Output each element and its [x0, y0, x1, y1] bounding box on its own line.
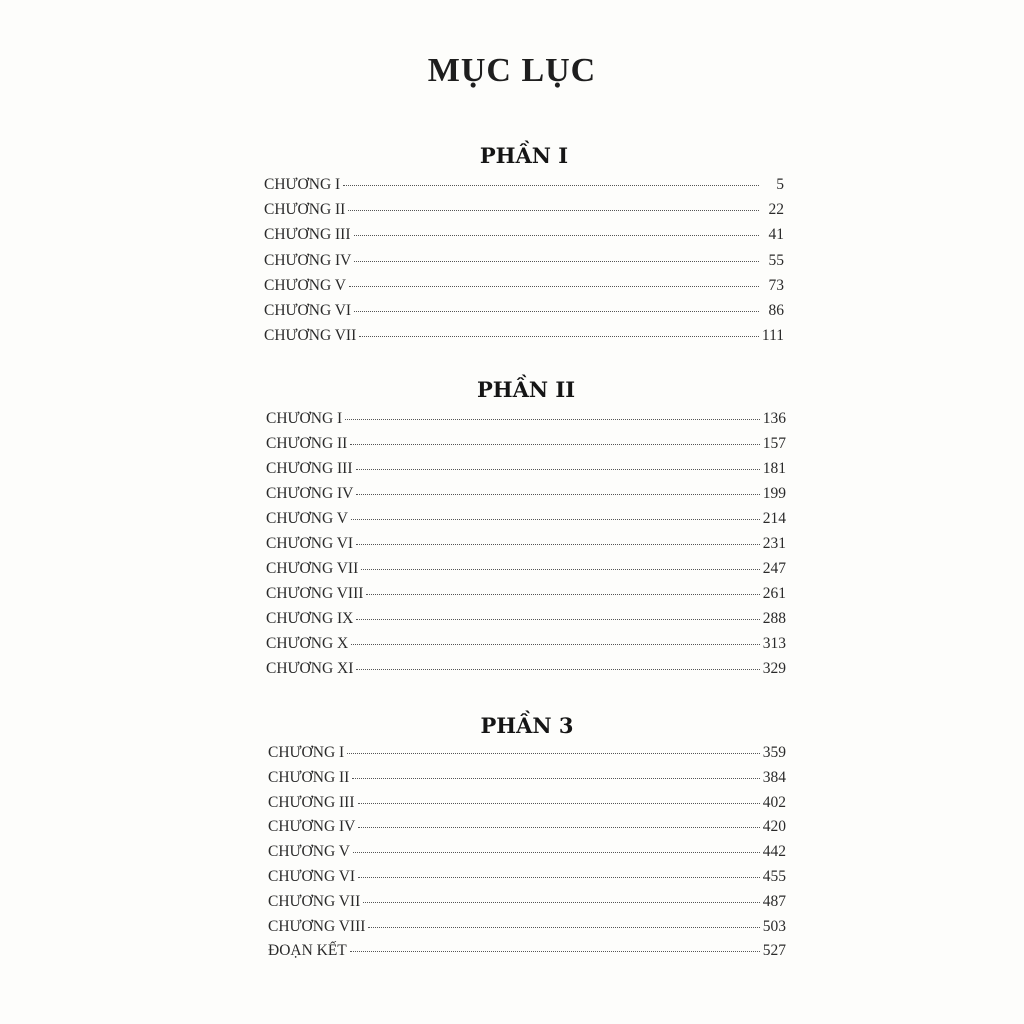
dot-leader [352, 778, 759, 779]
toc-entry-label: CHƯƠNG IV [266, 485, 354, 502]
toc-entry-page-number: 487 [762, 892, 786, 910]
toc-entry-label: CHƯƠNG VIII [268, 917, 366, 935]
dot-leader [343, 185, 759, 186]
toc-entry-page-number: 384 [762, 768, 786, 786]
toc-entry-label: CHƯƠNG V [264, 276, 346, 294]
dot-leader [354, 311, 759, 312]
toc-entry-label: CHƯƠNG X [266, 635, 349, 652]
toc-entry-page-number: 111 [761, 327, 784, 345]
dot-leader [356, 469, 760, 470]
part-heading: PHẦN I [479, 143, 569, 168]
toc-entry-page-number: 41 [768, 226, 784, 244]
toc-entry-page-number: 247 [762, 560, 786, 577]
dot-leader [350, 444, 759, 445]
toc-entry-page-number: 199 [762, 485, 786, 502]
toc-entry [266, 581, 786, 606]
toc-entry-label: CHƯƠNG V [266, 510, 348, 527]
toc-entry-label: CHƯƠNG III [264, 226, 351, 244]
toc-entry-page-number: 503 [762, 917, 786, 935]
toc-entry [266, 431, 786, 456]
toc-entry-label: CHƯƠNG VI [264, 301, 352, 319]
toc-entry-label: CHƯƠNG V [268, 843, 350, 861]
dot-leader [351, 519, 760, 520]
dot-leader [350, 951, 760, 952]
toc-entry-label: CHƯƠNG II [268, 768, 350, 786]
part-3-section [268, 712, 786, 964]
toc-entry [264, 273, 784, 298]
toc-entry [268, 890, 786, 915]
toc-entry-label: CHƯƠNG III [266, 460, 353, 477]
toc-entry-page-number: 329 [762, 660, 786, 677]
dot-leader [356, 544, 760, 545]
toc-entry-page-number: 157 [762, 435, 786, 452]
dot-leader [359, 336, 759, 337]
dot-leader [368, 927, 759, 928]
toc-entry-label: CHƯƠNG VIII [266, 585, 364, 602]
toc-entry-label: CHƯƠNG I [266, 410, 343, 427]
toc-entry [264, 248, 784, 273]
dot-leader [361, 569, 759, 570]
toc-entry-page-number: 402 [762, 793, 786, 811]
toc-entry-label: CHƯƠNG II [264, 201, 346, 219]
toc-entry-label: ĐOẠN KẾT [268, 942, 347, 960]
dot-leader [353, 852, 760, 853]
dot-leader [366, 594, 759, 595]
toc-entry [264, 197, 784, 222]
toc-entry-page-number: 86 [768, 301, 784, 319]
toc-entries [266, 406, 786, 681]
toc-entry-label: CHƯƠNG VII [264, 327, 357, 345]
toc-entry [264, 172, 784, 197]
toc-entry [266, 481, 786, 506]
toc-entry [266, 606, 786, 631]
toc-entry-label: CHƯƠNG IV [268, 818, 356, 836]
toc-entry-label: CHƯƠNG I [264, 176, 341, 193]
toc-entry-label: CHƯƠNG VII [268, 892, 361, 910]
toc-entry-label: CHƯƠNG XI [266, 660, 354, 677]
toc-entry [268, 741, 786, 766]
toc-entry [264, 222, 784, 247]
toc-entry-page-number: 455 [762, 867, 786, 885]
toc-entry-page-number: 313 [762, 635, 786, 652]
toc-entry-label: CHƯƠNG VI [268, 867, 356, 885]
toc-entry [264, 323, 784, 348]
toc-entry-page-number: 288 [762, 610, 786, 627]
toc-entry [268, 766, 786, 791]
toc-entry-page-number: 5 [776, 176, 784, 193]
toc-entry-page-number: 181 [762, 460, 786, 477]
toc-entries [268, 741, 786, 964]
part-2-section [266, 376, 786, 681]
toc-entry-label: CHƯƠNG IX [266, 610, 354, 627]
toc-entry [268, 791, 786, 816]
toc-entry-page-number: 442 [762, 843, 786, 861]
dot-leader [348, 210, 759, 211]
toc-entry-page-number: 22 [768, 201, 784, 219]
dot-leader [356, 669, 759, 670]
dot-leader [351, 644, 760, 645]
toc-entry [266, 406, 786, 431]
toc-entry-page-number: 359 [762, 744, 786, 761]
toc-entry-page-number: 231 [762, 535, 786, 552]
toc-entry [266, 506, 786, 531]
toc-entry-page-number: 55 [768, 251, 784, 269]
dot-leader [349, 286, 759, 287]
toc-entry [266, 656, 786, 681]
dot-leader [363, 902, 759, 903]
dot-leader [358, 827, 759, 828]
toc-entry-page-number: 420 [762, 818, 786, 836]
part-heading: PHẦN 3 [480, 713, 574, 738]
toc-entry [268, 865, 786, 890]
toc-entry-page-number: 73 [768, 276, 784, 294]
toc-entry [266, 531, 786, 556]
dot-leader [345, 419, 760, 420]
toc-entry [266, 556, 786, 581]
toc-entry-label: CHƯƠNG VII [266, 560, 359, 577]
toc-entry [268, 840, 786, 865]
toc-entry [268, 815, 786, 840]
page-title: MỤC LỤC [427, 52, 597, 89]
toc-entries [264, 172, 784, 348]
toc-entry-label: CHƯƠNG II [266, 435, 348, 452]
toc-entry-label: CHƯƠNG III [268, 793, 355, 811]
toc-entry [266, 631, 786, 656]
part-1-section [264, 142, 784, 348]
toc-entry-page-number: 261 [762, 585, 786, 602]
toc-entry [264, 298, 784, 323]
dot-leader [358, 877, 760, 878]
dot-leader [354, 235, 760, 236]
toc-entry [268, 939, 786, 964]
dot-leader [356, 494, 759, 495]
toc-entry-label: CHƯƠNG VI [266, 535, 354, 552]
toc-entry-label: CHƯƠNG I [268, 744, 345, 761]
toc-entry-page-number: 136 [762, 410, 786, 427]
toc-entry-page-number: 214 [762, 510, 786, 527]
toc-entry-label: CHƯƠNG IV [264, 251, 352, 269]
dot-leader [356, 619, 759, 620]
part-heading: PHẦN II [476, 377, 576, 402]
toc-entry [266, 456, 786, 481]
toc-entry [268, 915, 786, 940]
dot-leader [354, 261, 759, 262]
dot-leader [358, 803, 760, 804]
toc-entry-page-number: 527 [762, 942, 786, 960]
dot-leader [347, 753, 760, 754]
